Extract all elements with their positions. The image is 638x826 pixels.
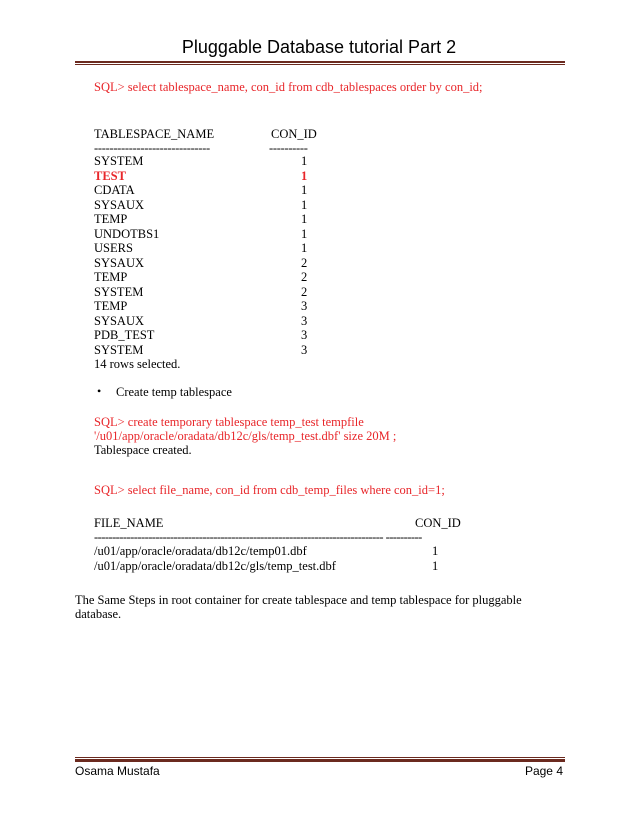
table1-separator-conid: ---------- xyxy=(269,141,308,155)
tablespace-name-cell: TEST xyxy=(94,168,126,183)
tablespace-name-cell: TEMP xyxy=(94,270,128,284)
footer-rule xyxy=(75,759,565,762)
bullet-icon: • xyxy=(97,384,102,398)
con-id-cell: 3 xyxy=(301,313,308,328)
sql-create-temp-line1: SQL> create temporary tablespace temp_test tempfile xyxy=(94,415,364,429)
con-id-cell: 2 xyxy=(301,270,308,284)
con-id-cell: 2 xyxy=(301,284,308,299)
bullet-item-create-temp: Create temp tablespace xyxy=(116,385,232,399)
table-row xyxy=(94,299,354,314)
sql-create-temp-line2: '/u01/app/oracle/oradata/db12c/gls/temp_test.dbf' size 20M ; xyxy=(94,429,397,443)
table-row xyxy=(94,169,354,184)
con-id-cell: 1 xyxy=(301,241,308,255)
con-id-cell: 1 xyxy=(301,154,308,168)
table-row xyxy=(94,314,354,329)
con-id-cell: 1 xyxy=(301,183,308,197)
con-id-cell: 1 xyxy=(301,168,308,183)
tablespace-name-cell: PDB_TEST xyxy=(94,328,155,342)
file-name-cell: /u01/app/oracle/oradata/db12c/gls/temp_test.dbf xyxy=(94,559,336,573)
table-row xyxy=(94,212,354,227)
table2-header-name: FILE_NAME xyxy=(94,516,164,530)
con-id-cell: 2 xyxy=(301,255,308,270)
table-row xyxy=(94,198,354,213)
table-row xyxy=(94,183,354,198)
header-rule xyxy=(75,61,565,63)
table1-header-name: TABLESPACE_NAME xyxy=(94,127,215,141)
footer-author: Osama Mustafa xyxy=(75,764,160,778)
tablespace-name-cell: SYSAUX xyxy=(94,197,145,212)
table-row xyxy=(94,328,354,343)
con-id-cell: 1 xyxy=(301,212,308,226)
table-row xyxy=(94,559,474,574)
table-row xyxy=(94,270,354,285)
tablespace-name-cell: SYSAUX xyxy=(94,313,145,328)
table-row xyxy=(94,544,474,559)
tablespace-name-cell: CDATA xyxy=(94,183,135,197)
table-row xyxy=(94,343,354,358)
tablespace-name-cell: UNDOTBS1 xyxy=(94,226,160,241)
footer-rule-thin xyxy=(75,757,565,758)
con-id-cell: 1 xyxy=(432,544,439,558)
tablespace-name-cell: TEMP xyxy=(94,299,128,313)
table1-header-conid: CON_ID xyxy=(271,127,317,141)
tablespace-name-cell: SYSTEM xyxy=(94,154,144,168)
tablespace-created-result: Tablespace created. xyxy=(94,443,192,457)
table-row xyxy=(94,227,354,242)
con-id-cell: 1 xyxy=(301,226,308,241)
table2-separator: -------------------------------------------------------------------------------- ---------- xyxy=(94,530,422,544)
con-id-cell: 1 xyxy=(432,559,439,573)
tablespace-name-cell: SYSTEM xyxy=(94,342,144,357)
note-line-1: The Same Steps in root container for create tablespace and temp tablespace for pluggable xyxy=(75,593,522,607)
con-id-cell: 3 xyxy=(301,342,308,357)
header-rule-thin xyxy=(75,64,565,65)
con-id-cell: 1 xyxy=(301,197,308,212)
footer-page-number: Page 4 xyxy=(524,764,563,778)
con-id-cell: 3 xyxy=(301,328,308,342)
con-id-cell: 3 xyxy=(301,299,308,313)
note-line-2: database. xyxy=(75,607,122,621)
table-row xyxy=(94,256,354,271)
table1-separator-name: ------------------------------ xyxy=(94,141,210,155)
tablespace-name-cell: SYSAUX xyxy=(94,255,145,270)
file-name-cell: /u01/app/oracle/oradata/db12c/temp01.dbf xyxy=(94,544,307,558)
page-header-title: Pluggable Database tutorial Part 2 xyxy=(181,37,457,57)
table-row xyxy=(94,241,354,256)
tablespace-name-cell: USERS xyxy=(94,241,133,255)
table-row xyxy=(94,154,354,169)
table-row xyxy=(94,285,354,300)
tablespace-name-cell: TEMP xyxy=(94,212,128,226)
rows-selected-note: 14 rows selected. xyxy=(94,357,181,371)
sql-query-temp-files: SQL> select file_name, con_id from cdb_temp_files where con_id=1; xyxy=(94,483,445,497)
tablespace-name-cell: SYSTEM xyxy=(94,284,144,299)
table2-header-conid: CON_ID xyxy=(415,516,461,530)
sql-query-tablespaces: SQL> select tablespace_name, con_id from cdb_tablespaces order by con_id; xyxy=(94,80,483,94)
